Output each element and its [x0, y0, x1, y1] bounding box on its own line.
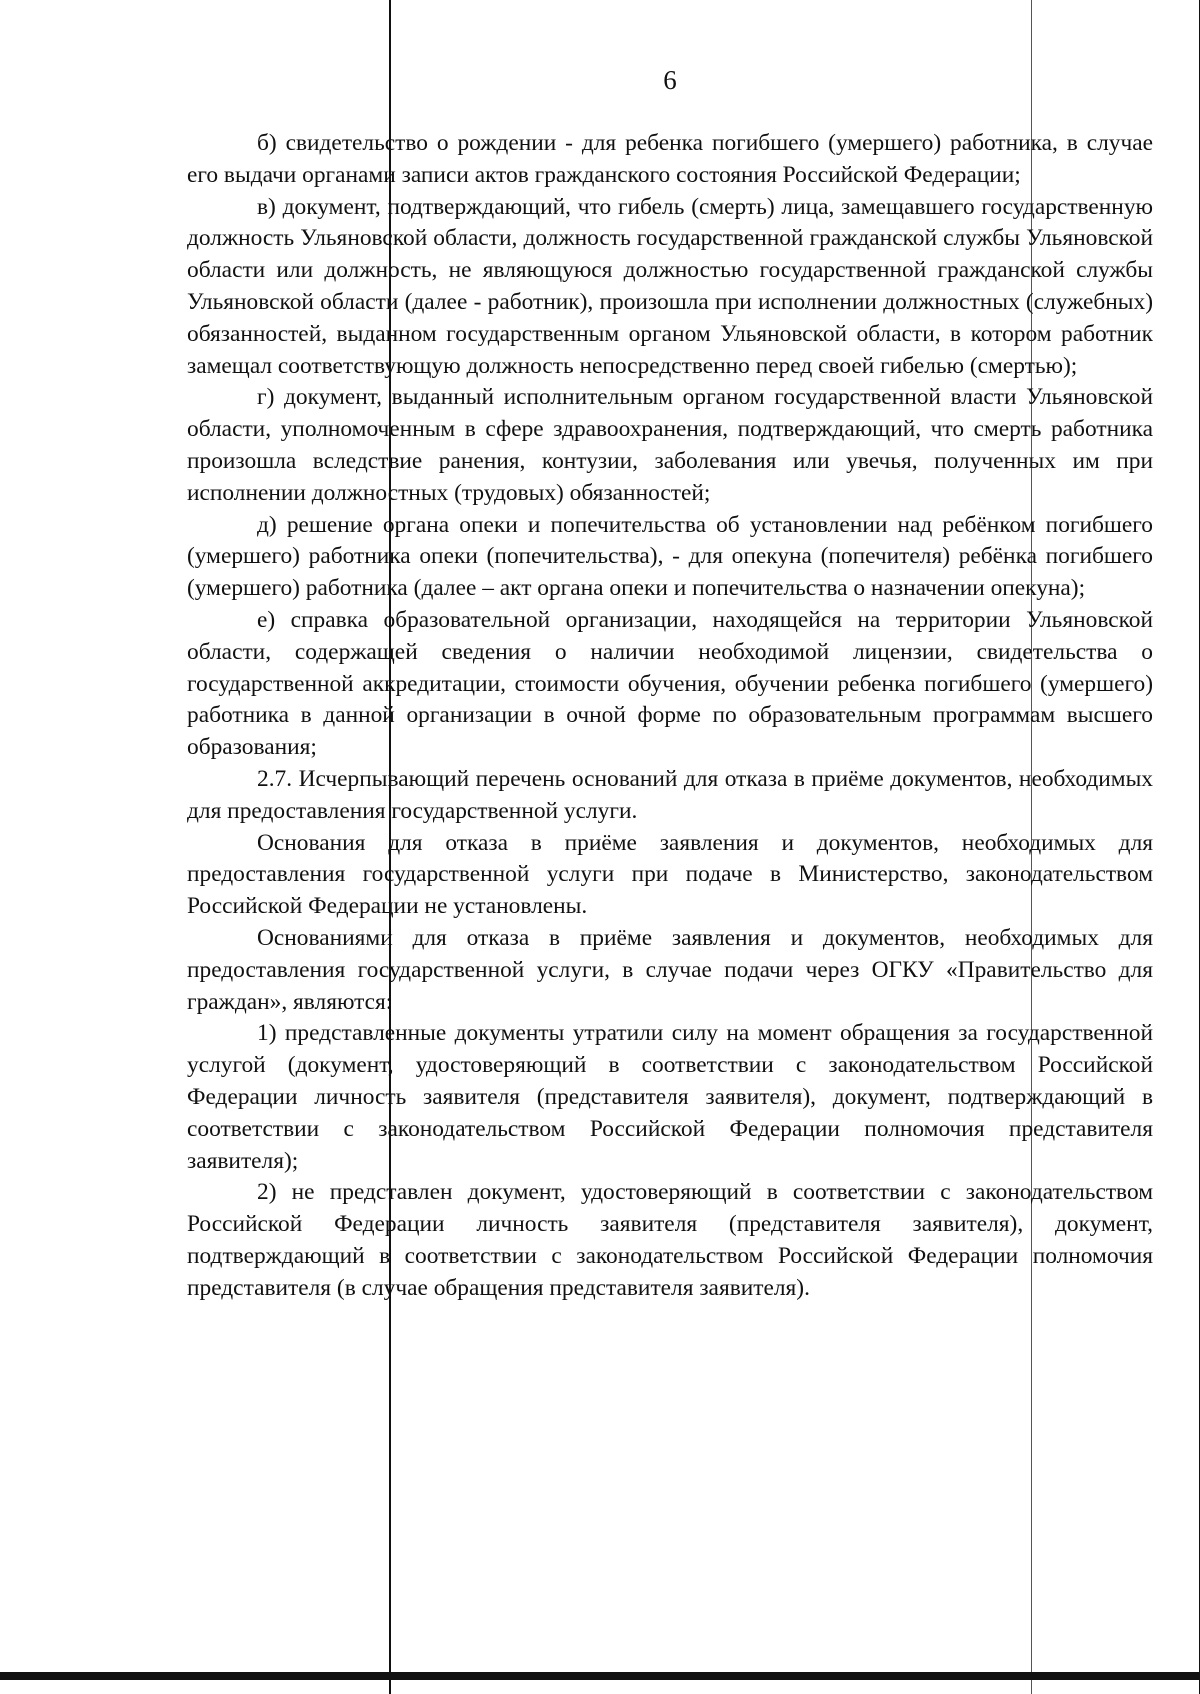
paragraph-v-death-document: в) документ, подтверждающий, что гибель (смерть) лица, замещавшего государственную должность Ульяновской области, должность государственной гражданской службы Ульяновской области или должность, не являющуюся должностью государственной гражданской службы Ульяновской области (далее - работник), произошла при исполнении должностных (служебных) обязанностей, выданном государственным органом Ульяновской области, в котором работник замещал соответствующую должность непосредственно перед своей гибелью (смертью); [187, 193, 1153, 379]
paragraph-ground-1: 1) представленные документы утратили силу на момент обращения за государственной услугой (документ, удостоверяющий в соответствии с законодательством Российской Федерации личность заявителя (представителя заявителя), документ, подтверждающий в соответствии с законодательством Российской Федерации полномочия представителя заявителя); [187, 1020, 1153, 1174]
paragraph-d-guardianship-decision: д) решение органа опеки и попечительства об установлении над ребёнком погибшего (умершего) работника опеки (попечительства), - для опекуна (попечителя) ребёнка погибшего (умершего) работника (далее – акт органа опеки и попечительства о назначении опекуна); [187, 511, 1153, 602]
paragraph-ground-2: 2) не представлен документ, удостоверяющий в соответствии с законодательством Российской Федерации личность заявителя (представителя заявителя), документ, подтверждающий в соответствии с законодательством Российской Федерации полномочия представителя (в случае обращения представителя заявителя). [187, 1179, 1153, 1301]
page-number: 6 [663, 65, 677, 95]
paragraph-ministry-grounds: Основания для отказа в приёме заявления и документов, необходимых для предоставления государственной услуги при подаче в Министерство, законодательством Российской Федерации не установлены. [187, 829, 1153, 920]
paragraph-g-health-document: г) документ, выданный исполнительным органом государственной власти Ульяновской области, уполномоченным в сфере здравоохранения, подтверждающий, что смерть работника произошла вследствие ранения, контузии, заболевания или увечья, полученных им при исполнении должностных (трудовых) обязанностей; [187, 384, 1153, 506]
paragraph-2-7-refusal-grounds: 2.7. Исчерпывающий перечень оснований для отказа в приёме документов, необходимых для предоставления государственной услуги. [187, 765, 1153, 824]
paragraph-e-education-certificate: е) справка образовательной организации, находящейся на территории Ульяновской области, содержащей сведения о наличии необходимой лицензии, свидетельства о государственной аккредитации, стоимости обучения, обучении ребенка погибшего (умершего) работника в данной организации в очной форме по образовательным программам высшего образования; [187, 606, 1153, 761]
paragraph-b-birth-certificate: б) свидетельство о рождении - для ребенка погибшего (умершего) работника, в случае его выдачи органами записи актов гражданского состояния Российской Федерации; [187, 130, 1153, 188]
paragraph-ogku-grounds: Основаниями для отказа в приёме заявления и документов, необходимых для предоставления государственной услуги, в случае подачи через ОГКУ «Правительство для граждан», являются: [187, 924, 1153, 1015]
scan-bottom-edge [0, 1672, 1200, 1680]
document-body [187, 128, 1153, 1304]
